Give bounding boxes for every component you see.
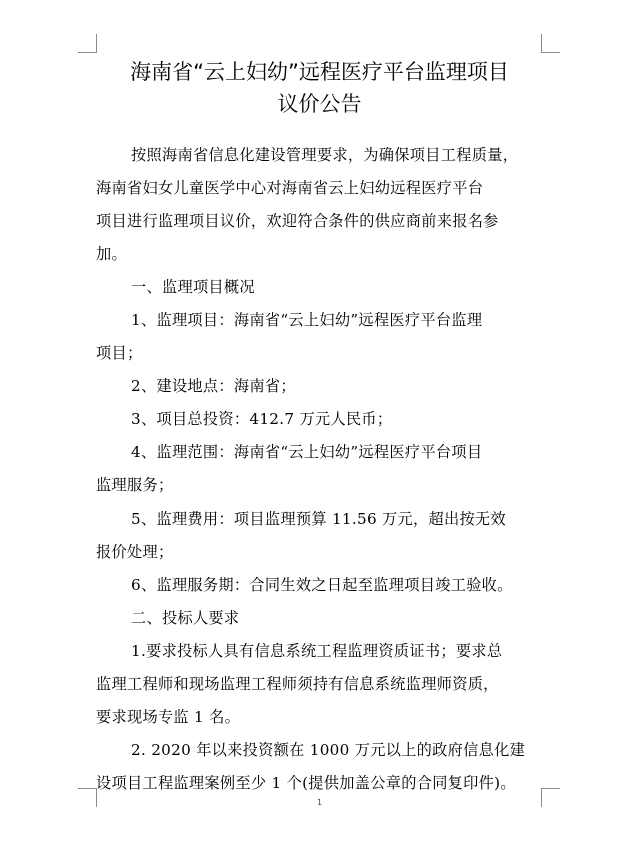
paragraph-line: 海南省妇女儿童医学中心对海南省云上妇幼远程医疗平台 (96, 179, 484, 197)
paragraph-line: 设项目工程监理案例至少 1 个(提供加盖公章的合同复印件)。 (96, 774, 516, 792)
paragraph-line: 要求现场专监 1 名。 (96, 708, 241, 726)
paragraph-line: 6、监理服务期：合同生效之日起至监理项目竣工验收。 (131, 576, 513, 594)
paragraph-line: 监理服务； (96, 476, 174, 494)
document-title-line-2: 议价公告 (277, 92, 362, 116)
section-heading: 一、监理项目概况 (131, 278, 255, 296)
paragraph-line: 3、项目总投资：412.7 万元人民币； (131, 410, 393, 428)
paragraph-line: 1、监理项目：海南省“云上妇幼”远程医疗平台监理 (131, 311, 483, 329)
paragraph-line: 5、监理费用：项目监理预算 11.56 万元，超出按无效 (131, 510, 506, 528)
paragraph-line: 加。 (96, 245, 127, 263)
paragraph-line: 项目； (96, 344, 143, 362)
paragraph-line: 4、监理范围：海南省“云上妇幼”远程医疗平台项目 (131, 443, 483, 461)
crop-mark-top-right (541, 34, 560, 53)
paragraph-line: 2. 2020 年以来投资额在 1000 万元以上的政府信息化建 (131, 741, 526, 759)
page-number: 1 (316, 798, 323, 807)
crop-mark-top-left (78, 34, 97, 53)
paragraph-line: 监理工程师和现场监理工程师须持有信息系统监理师资质， (96, 675, 499, 693)
section-heading: 二、投标人要求 (131, 609, 240, 627)
document-title-line-1: 海南省“云上妇幼”远程医疗平台监理项目 (130, 60, 509, 84)
paragraph-line: 报价处理； (96, 543, 174, 561)
paragraph-line: 1.要求投标人具有信息系统工程监理资质证书；要求总 (131, 642, 503, 660)
paragraph-line: 项目进行监理项目议价，欢迎符合条件的供应商前来报名参 (96, 212, 499, 230)
paragraph-line: 按照海南省信息化建设管理要求，为确保项目工程质量， (131, 146, 519, 164)
paragraph-line: 2、建设地点：海南省； (131, 377, 296, 395)
